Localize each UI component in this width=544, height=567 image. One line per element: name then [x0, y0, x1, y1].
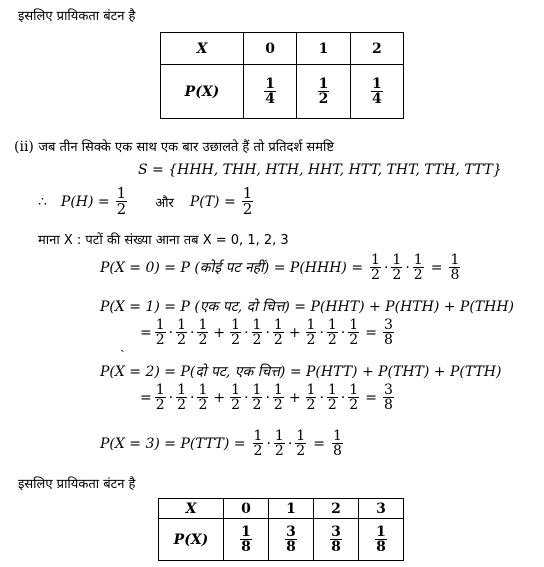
x-value: 0: [224, 499, 269, 519]
table2-intro: इसलिए प्रायिकता बंटन है: [18, 477, 136, 492]
ph-fraction: $\frac{1}{2}$: [116, 184, 127, 218]
x-value: 0: [244, 33, 297, 65]
therefore-symbol: ∴: [38, 193, 47, 210]
let-statement: माना X : पटों की संख्या आना तब X = 0, 1, 2, 3: [38, 233, 289, 248]
x-value: 3: [359, 499, 404, 519]
distribution-table-2: [158, 498, 404, 561]
x-value: 1: [269, 499, 314, 519]
equation-x3-lhs: P(X = 3) = P(TTT) =: [100, 435, 246, 452]
x-value: 1: [297, 33, 350, 65]
probability-fraction: $\frac{1}{4}$: [371, 76, 382, 107]
ph-lhs: P(H) =: [60, 193, 110, 210]
sample-space: S = {HHH, THH, HTH, HHT, HTT, THT, TTH, TTT}: [138, 162, 502, 178]
and-word: और: [155, 195, 174, 211]
probability-fraction: $\frac{1}{8}$: [376, 524, 386, 555]
distribution-table-1: [160, 32, 404, 119]
coin-probabilities: [38, 186, 253, 217]
probability-fraction: $\frac{1}{4}$: [265, 76, 276, 107]
equation-x0-lhs: P(X = 0) = P (कोई पट नहीं) = P(HHH) =: [100, 260, 364, 276]
x-value: 2: [350, 33, 403, 65]
px-header: P(X): [161, 65, 244, 119]
equation-x0: P(X = 0) = P (कोई पट नहीं) = P(HHH) = $\frac{1}{2}$ · $\frac{1}{2}$ · $\frac{1}{2}$ = $\frac{1}{8}$: [100, 252, 460, 283]
equation-x1-lhs: P(X = 1) = P (एक पट, दो चित्त) = P(HHT) + P(HTH) + P(THH): [100, 299, 515, 315]
pt-fraction: $\frac{1}{2}$: [242, 184, 253, 218]
stray-mark: ˏ: [120, 337, 125, 353]
probability-fraction: $\frac{1}{8}$: [241, 524, 251, 555]
table1-intro: इसलिए प्रायिकता बंटन है: [18, 9, 136, 24]
pt-lhs: P(T) =: [189, 193, 236, 210]
x-value: 2: [314, 499, 359, 519]
equation-x2-rhs: = $\frac{1}{2}$ · $\frac{1}{2}$ · $\frac{1}{2}$ + $\frac{1}{2}$ · $\frac{1}{2}$ · $\frac{1}{2}$ + $\frac{1}{2}$ · $\frac{1}{2}$ · $\frac{1}{2}$ = $\frac{3}{8}$: [140, 382, 393, 413]
px-header: P(X): [159, 519, 224, 561]
x-header: X: [159, 499, 224, 519]
part-label: (ii) जब तीन सिक्के एक साथ एक बार उछालते हैं तो प्रतिदर्श समष्टि: [14, 139, 334, 155]
probability-fraction: $\frac{1}{2}$: [318, 76, 329, 107]
equation-x3: P(X = 3) = P(TTT) = $\frac{1}{2}$ · $\frac{1}{2}$ · $\frac{1}{2}$ = $\frac{1}{8}$: [100, 428, 342, 459]
probability-fraction: $\frac{3}{8}$: [331, 524, 341, 555]
part-statement: जब तीन सिक्के एक साथ एक बार उछालते हैं तो प्रतिदर्श समष्टि: [38, 140, 334, 155]
probability-fraction: $\frac{3}{8}$: [286, 524, 296, 555]
equation-x1-rhs: = $\frac{1}{2}$ · $\frac{1}{2}$ · $\frac{1}{2}$ + $\frac{1}{2}$ · $\frac{1}{2}$ · $\frac{1}{2}$ + $\frac{1}{2}$ · $\frac{1}{2}$ · $\frac{1}{2}$ = $\frac{3}{8}$: [140, 317, 393, 348]
x-header: X: [161, 33, 244, 65]
equation-x2-lhs: P(X = 2) = P(दो पट, एक चित्त) = P(HTT) + P(THT) + P(TTH): [100, 364, 502, 380]
